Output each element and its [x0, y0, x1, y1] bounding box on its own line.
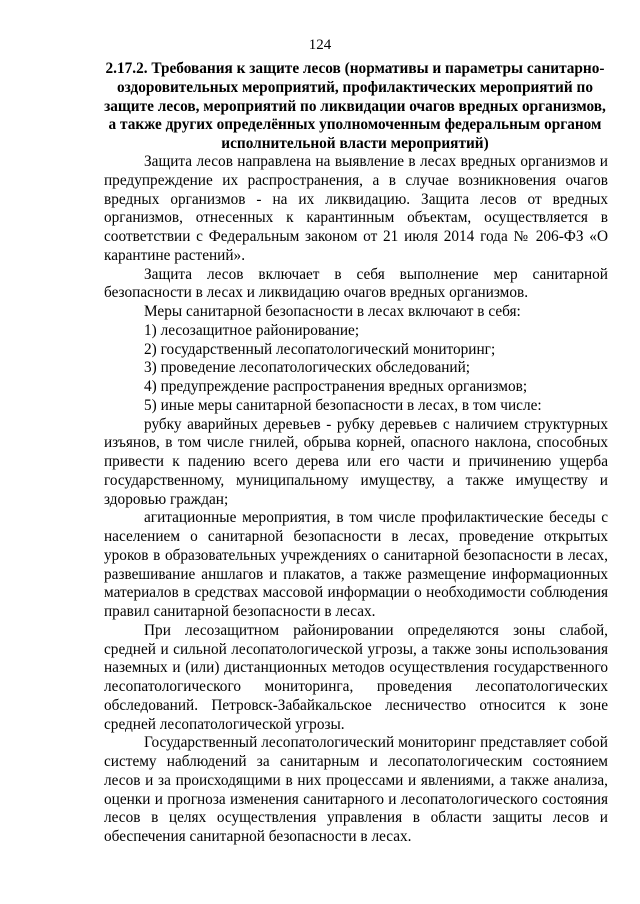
paragraph: Государственный лесопатологический мониторинг представляет собой систему наблюдений за санитарным и лесопатологическим состоянием лесов и за происходящими в них процессами и явлениями, а также анализа, оценки и прогноза изменения санитарного и лесопатологического состояния лесов в целях осуществления управления в области защиты лесов и обеспечения санитарной безопасности в лесах.: [104, 734, 608, 845]
paragraph: агитационные мероприятия, в том числе профилактические беседы с населением о санитарной безопасности в лесах, проведение открытых уроков в образовательных учреждениях о санитарной безопасности в лесах, развешивание аншлагов и плакатов, а также размещение информационных материалов в средствах массовой информации о необходимости соблюдения правил санитарной безопасности в лесах.: [104, 509, 608, 620]
list-item: 5) иные меры санитарной безопасности в лесах, в том числе:: [144, 396, 542, 414]
list-item: 2) государственный лесопатологический мониторинг;: [144, 340, 496, 358]
paragraph: рубку аварийных деревьев - рубку деревьев с наличием структурных изъянов, в том числе гнилей, обрыва корней, опасного наклона, способных привести к падению всего дерева или его части и причинению ущерба государственному, муниципальному имуществу, а также имуществу и здоровью граждан;: [104, 415, 608, 508]
paragraph: Защита лесов направлена на выявление в лесах вредных организмов и предупреждение их распространения, а в случае возникновения очагов вредных организмов - на их ликвидацию. Защита лесов от вредных организмов, отнесенных к карантинным объектам, осуществляется в соответствии с Федеральным законом от 21 июля 2014 года № 206-ФЗ «О карантине растений».: [104, 153, 608, 264]
section-heading: 2.17.2. Требования к защите лесов (нормативы и параметры санитарно-оздоровительных мероприятий, профилактических мероприятий по защите лесов, мероприятий по ликвидации очагов вредных организмов, а также других определённых уполномоченным федеральным органом исполнительной власти мероприятий): [104, 60, 606, 153]
list-item: 3) проведение лесопатологических обследований;: [144, 359, 471, 377]
list-item: 1) лесозащитное районирование;: [144, 321, 360, 339]
paragraph: При лесозащитном районировании определяются зоны слабой, средней и сильной лесопатологической угрозы, а также зоны использования наземных и (или) дистанционных методов осуществления государственного лесопатологического мониторинга, проведения лесопатологических обследований. Петровск-Забайкальское лесничество относится к зоне средней лесопатологической угрозы.: [104, 621, 608, 733]
paragraph: Защита лесов включает в себя выполнение мер санитарной безопасности в лесах и ликвидацию очагов вредных организмов.: [104, 265, 608, 302]
body-text: [104, 153, 608, 847]
page-number: 124: [308, 37, 332, 53]
paragraph: Меры санитарной безопасности в лесах включают в себя:: [144, 303, 521, 320]
list-item: 4) предупреждение распространения вредных организмов;: [144, 378, 528, 395]
